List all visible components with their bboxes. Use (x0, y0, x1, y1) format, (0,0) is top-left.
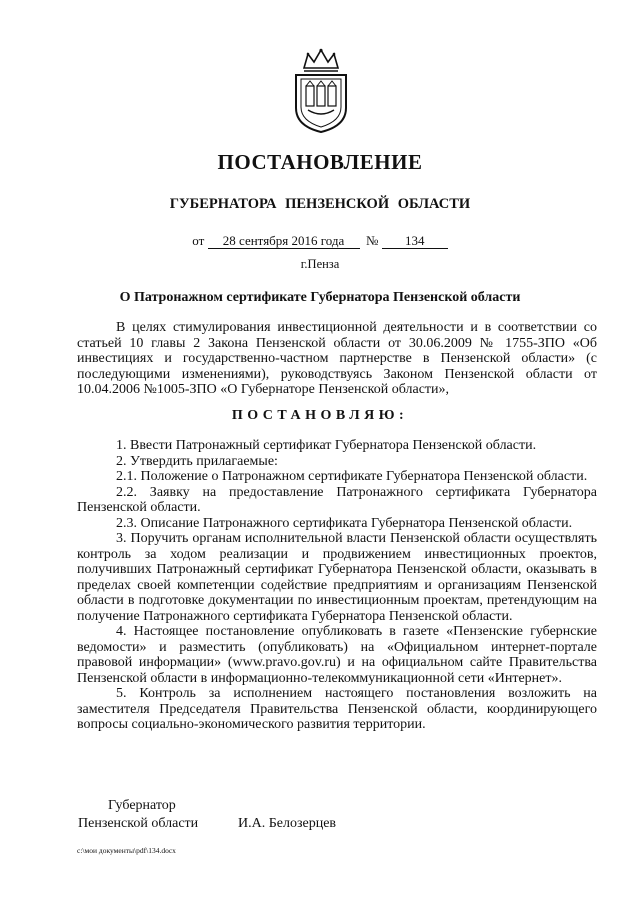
date-field: 28 сентября 2016 года (208, 234, 360, 249)
item-2-3: 2.3. Описание Патронажного сертификата Губернатора Пензенской области. (116, 515, 573, 531)
resolve-heading: ПОСТАНОВЛЯЮ: (231, 408, 409, 423)
item-1: 1. Ввести Патронажный сертификат Губернатора Пензенской области. (116, 438, 537, 453)
item-2-2: 2.2. Заявку на предоставление Патронажного сертификата Губернатора Пензенской области. (77, 484, 597, 515)
preamble-paragraph: В целях стимулирования инвестиционной деятельности и в соответствии со статьей 10 главы 2 Закона Пензенской области от 30.06.2009 № 1755-ЗПО «Об инвестициях и государственно-частном партнерстве в Пензенской области» (с последующими изменениями), руководствуясь Законом Пензенской области от 10.04.2006 №1005-ЗПО «О Губернаторе Пензенской области», (77, 320, 597, 397)
file-path-footer: c:\мои документы\pdf\134.docx (77, 846, 176, 855)
document-subtitle: ГУБЕРНАТОРА ПЕНЗЕНСКОЙ ОБЛАСТИ (169, 196, 471, 212)
date-number-line (0, 233, 640, 249)
item-4: 4. Настоящее постановление опубликовать в газете «Пензенские губернские ведомости» и разместить (опубликовать) на «Официальном интернет-портале правовой информации» (www.pravo.gov.ru) и на официальном сайте Правительства Пензенской области в информационно-телекоммуникационной сети «Интернет». (77, 624, 597, 686)
preamble (77, 320, 597, 398)
signer-title-line2: Пензенской области (78, 816, 199, 831)
document-title: ПОСТАНОВЛЕНИЕ (217, 150, 423, 174)
coat-of-arms-icon (290, 48, 352, 134)
date-prefix: от (192, 233, 205, 248)
number-field: 134 (382, 234, 448, 249)
item-5: 5. Контроль за исполнением настоящего постановления возложить на заместителя Председателя Правительства Пензенской области, координирующего вопросы социально-экономического развития территории. (77, 686, 597, 732)
number-label: № (366, 233, 379, 248)
document-heading: О Патронажном сертификате Губернатора Пензенской области (119, 290, 521, 305)
item-3: 3. Поручить органам исполнительной власти Пензенской области осуществлять контроль за ходом реализации и продвижением инвестиционных проектов, получивших Патронажный сертификат Губернатора Пензенской области, оказывать в пределах своей компетенции содействие предприятиям и организациям Пензенской области в подготовке документации по инвестиционным проектам, претендующим на получение Патронажного сертификата Губернатора Пензенской области. (77, 531, 597, 624)
signer-title-line1: Губернатор (108, 798, 176, 813)
city-label: г.Пенза (300, 257, 340, 271)
item-2: 2. Утвердить прилагаемые: (116, 453, 278, 469)
item-2-1: 2.1. Положение о Патронажном сертификате Губернатора Пензенской области. (116, 469, 588, 484)
resolution-items (77, 438, 597, 733)
signer-name: И.А. Белозерцев (238, 816, 337, 831)
